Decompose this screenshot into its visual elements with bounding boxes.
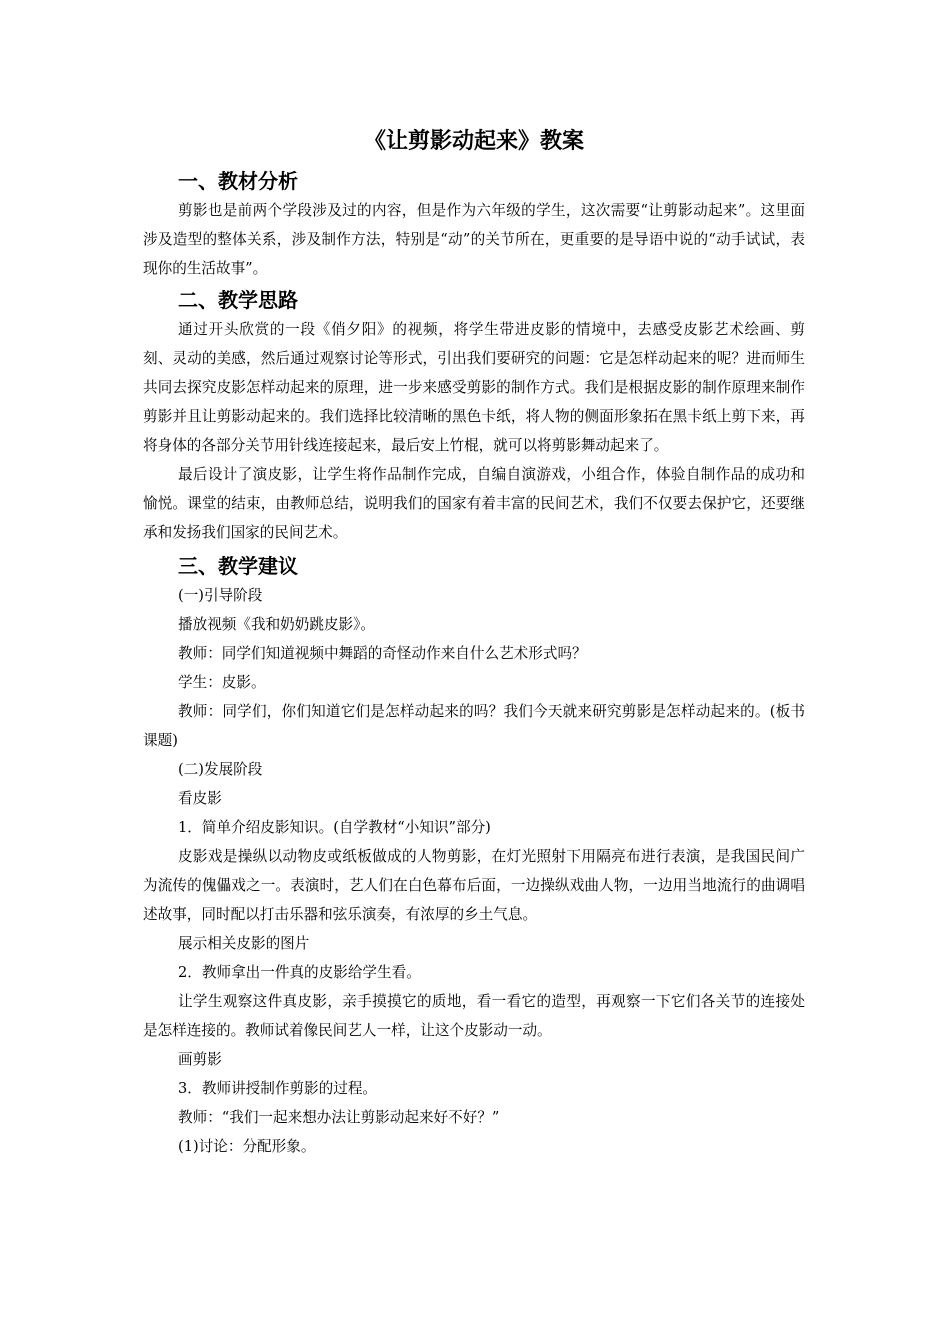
- teacher-question-1: 教师：同学们知道视频中舞蹈的奇怪动作来自什么艺术形式吗？: [178, 645, 587, 662]
- analysis-paragraph: 剪影也是前两个学段涉及过的内容，但是作为六年级的学生，这次需要“让剪影动起来”。这里面涉及造型的整体关系，涉及制作方法，特别是“动”的关节所在，更重要的是导语中说的“动手试试，表现你的生活故事”。: [143, 202, 805, 277]
- step-1-title: 1．简单介绍皮影知识。(自学教材“小知识”部分): [178, 819, 491, 836]
- document-page: [143, 126, 805, 1161]
- section-heading-suggestions: 三、教学建议: [178, 554, 298, 578]
- approach-paragraph-1: 通过开头欣赏的一段《俏夕阳》的视频，将学生带进皮影的情境中，去感受皮影艺术绘画、剪刻、灵动的美感，然后通过观察讨论等形式，引出我们要研究的问题：它是怎样动起来的呢？进而师生共同去探究皮影怎样动起来的原理，进一步来感受剪影的制作方式。我们是根据皮影的制作原理来制作剪影并且让剪影动起来的。我们选择比较清晰的黑色卡纸，将人物的侧面形象拓在黑卡纸上剪下来，再将身体的各部分关节用针线连接起来，最后安上竹棍，就可以将剪影舞动起来了。: [143, 321, 805, 454]
- show-pictures-line: 展示相关皮影的图片: [178, 935, 310, 952]
- look-shadow-label: 看皮影: [178, 790, 222, 807]
- play-video-line: 播放视频《我和奶奶跳皮影》。: [178, 616, 376, 633]
- step-2-description: 让学生观察这件真皮影，亲手摸摸它的质地，看一看它的造型，再观察一下它们各关节的连接处是怎样连接的。教师试着像民间艺人一样，让这个皮影动一动。: [143, 993, 805, 1039]
- stage-guide-label: (一)引导阶段: [178, 587, 263, 604]
- stage-development-label: (二)发展阶段: [178, 761, 263, 778]
- student-answer-1: 学生：皮影。: [178, 674, 266, 691]
- draw-silhouette-label: 画剪影: [178, 1051, 222, 1068]
- step-2-title: 2．教师拿出一件真的皮影给学生看。: [178, 964, 421, 981]
- discussion-line: (1)讨论：分配形象。: [178, 1138, 316, 1155]
- document-title: 《让剪影动起来》教案: [363, 129, 584, 154]
- step-1-description: 皮影戏是操纵以动物皮或纸板做成的人物剪影，在灯光照射下用隔亮布进行表演，是我国民间广为流传的傀儡戏之一。表演时，艺人们在白色幕布后面，一边操纵戏曲人物，一边用当地流行的曲调唱述故事，同时配以打击乐器和弦乐演奏，有浓厚的乡土气息。: [143, 848, 805, 923]
- teacher-question-3: 教师：“我们一起来想办法让剪影动起来好不好？”: [178, 1109, 500, 1126]
- step-3-title: 3．教师讲授制作剪影的过程。: [178, 1080, 378, 1097]
- approach-paragraph-2: 最后设计了演皮影，让学生将作品制作完成，自编自演游戏，小组合作，体验自制作品的成功和愉悦。课堂的结束，由教师总结，说明我们的国家有着丰富的民间艺术，我们不仅要去保护它，还要继承和发扬我们国家的民间艺术。: [143, 466, 805, 541]
- teacher-question-2: 教师：同学们，你们知道它们是怎样动起来的吗？我们今天就来研究剪影是怎样动起来的。(板书课题): [143, 703, 805, 749]
- section-heading-approach: 二、教学思路: [178, 288, 298, 312]
- section-heading-analysis: 一、教材分析: [178, 169, 298, 193]
